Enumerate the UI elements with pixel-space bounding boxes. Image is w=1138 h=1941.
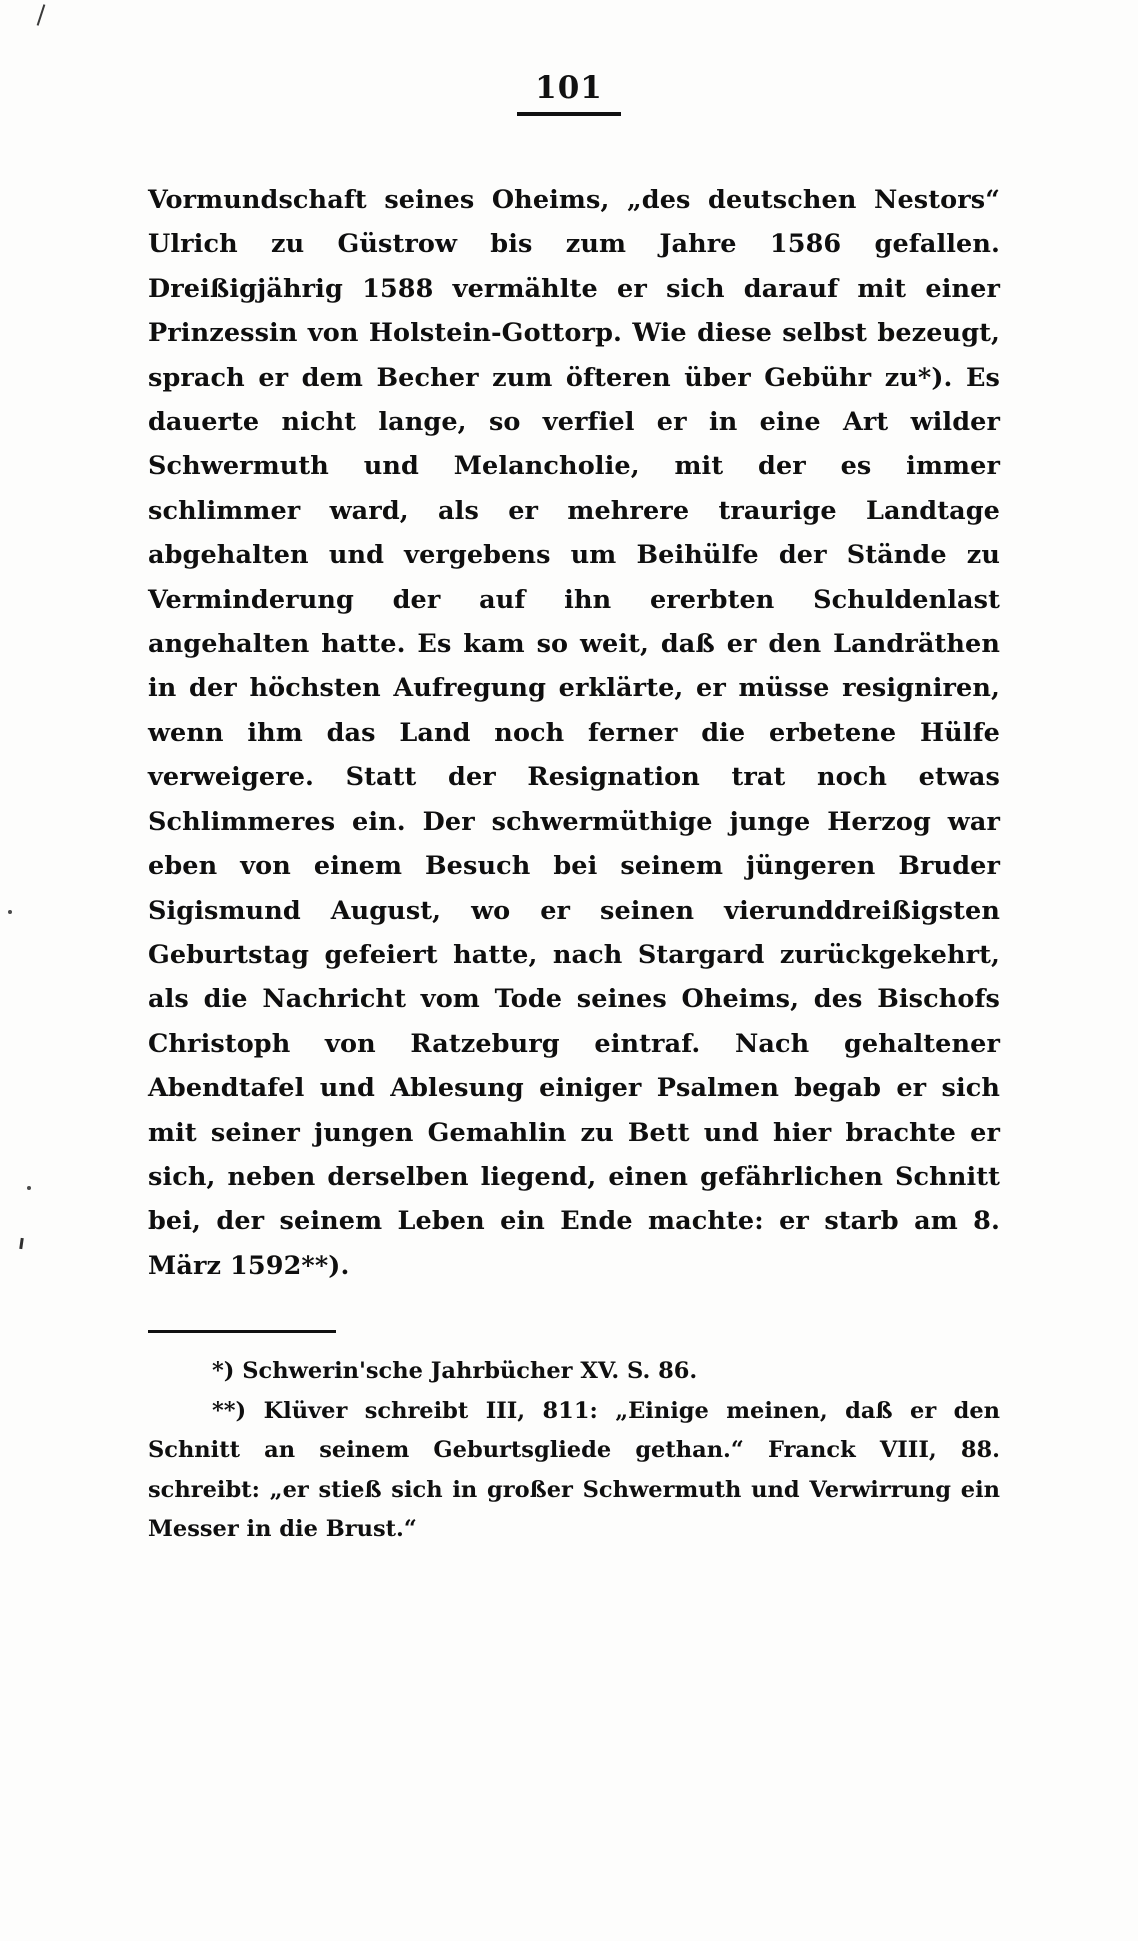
footnote-separator xyxy=(148,1330,336,1333)
body-text xyxy=(148,178,1000,1288)
scan-artifact-top-left xyxy=(37,4,46,26)
body-paragraph: Vormundschaft seines Oheims, „des deutschen Nestors“ Ulrich zu Güstrow bis zum Jahre 1586 gefallen. Dreißigjährig 1588 vermählte er sich darauf mit einer Prinzessin von Holstein-Gottorp. Wie diese selbst bezeugt, sprach er dem Becher zum öfteren über Gebühr zu*). Es dauerte nicht lange, so verfiel er in eine Art wilder Schwermuth und Melancholie, mit der es immer schlimmer ward, als er mehrere traurige Landtage abgehalten und vergebens um Beihülfe der Stände zu Verminderung der auf ihn ererbten Schuldenlast angehalten hatte. Es kam so weit, daß er den Landräthen in der höchsten Aufregung erklärte, er müsse resigniren, wenn ihm das Land noch ferner die erbetene Hülfe verweigere. Statt der Resignation trat noch etwas Schlimmeres ein. Der schwermüthige junge Herzog war eben von einem Besuch bei seinem jüngeren Bruder Sigismund August, wo er seinen vierunddreißigsten Geburtstag gefeiert hatte, nach Stargard zurückgekehrt, als die Nachricht vom Tode seines Oheims, des Bischofs Christoph von Ratzeburg eintraf. Nach gehaltener Abendtafel und Ablesung einiger Psalmen begab er sich mit seiner jungen Gemahlin zu Bett und hier brachte er sich, neben derselben liegend, einen gefährlichen Schnitt bei, der seinem Leben ein Ende machte: er starb am 8. März 1592**). xyxy=(148,185,1000,1281)
footnote-2: **) Klüver schreibt III, 811: „Einige meinen, daß er den Schnitt an seinem Geburtsgliede gethan.“ Franck VIII, 88. schreibt: „er stieß sich in großer Schwermuth und Verwirrung ein Messer in die Brust.“ xyxy=(148,1397,1000,1542)
footnote-1: *) Schwerin'sche Jahrbücher XV. S. 86. xyxy=(212,1358,698,1384)
page-number-rule xyxy=(517,112,621,116)
page-number: 101 xyxy=(535,70,603,106)
scan-artifact-left-lower xyxy=(27,1186,31,1190)
scan-artifact-left-bottom xyxy=(19,1238,24,1249)
footnote-block xyxy=(148,1352,1000,1550)
page-header xyxy=(0,70,1138,116)
scan-artifact-left-upper xyxy=(8,910,12,914)
